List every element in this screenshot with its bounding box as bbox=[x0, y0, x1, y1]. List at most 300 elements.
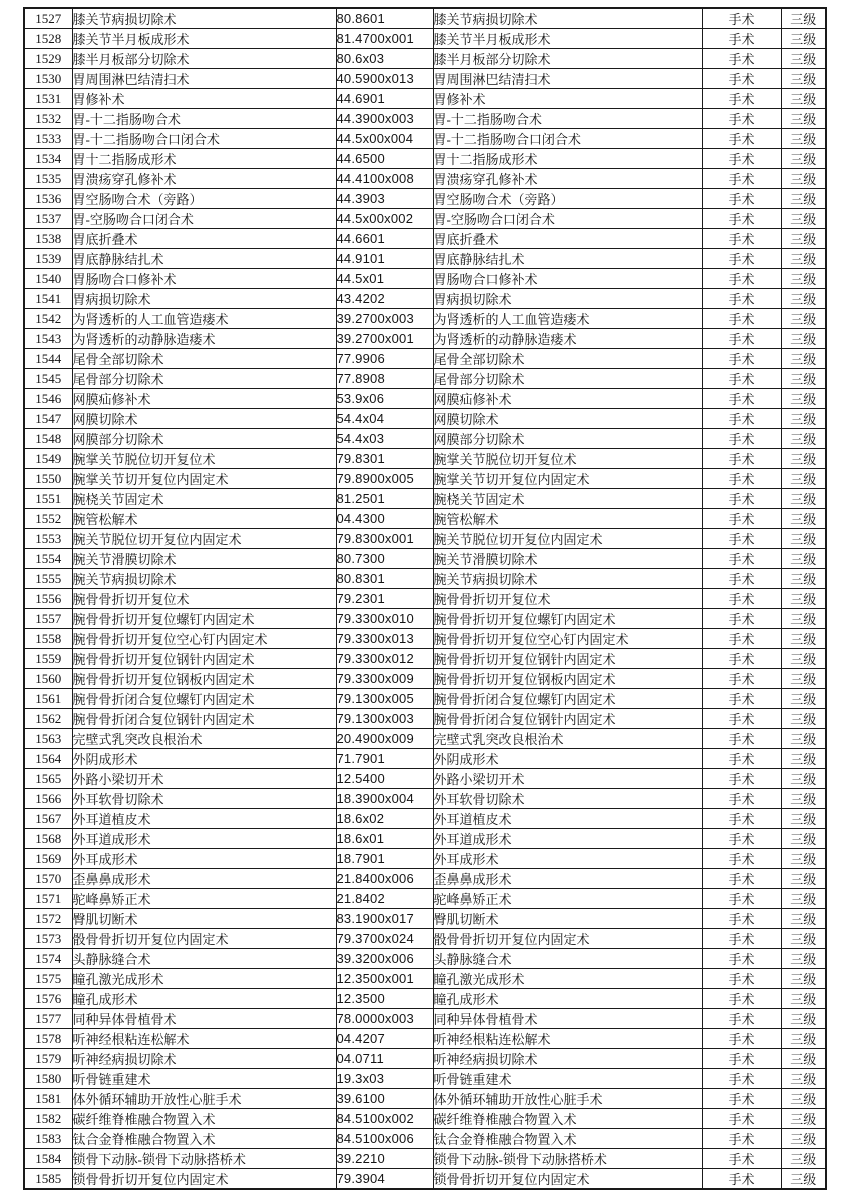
table-row bbox=[24, 1129, 826, 1149]
procedure-name-repeat: 胃溃疡穿孔修补术 bbox=[433, 169, 702, 189]
table-row bbox=[24, 1149, 826, 1169]
row-number: 1576 bbox=[24, 989, 72, 1009]
procedure-name: 网膜疝修补术 bbox=[72, 389, 336, 409]
level-cell: 三级 bbox=[781, 109, 826, 129]
procedure-code: 80.8301 bbox=[336, 569, 433, 589]
procedure-code: 04.4207 bbox=[336, 1029, 433, 1049]
table-row bbox=[24, 169, 826, 189]
table-row bbox=[24, 109, 826, 129]
row-number: 1538 bbox=[24, 229, 72, 249]
procedure-code: 18.7901 bbox=[336, 849, 433, 869]
procedure-name: 尾骨全部切除术 bbox=[72, 349, 336, 369]
level-cell: 三级 bbox=[781, 949, 826, 969]
category-cell: 手术 bbox=[702, 369, 781, 389]
table-row bbox=[24, 249, 826, 269]
category-cell: 手术 bbox=[702, 1029, 781, 1049]
procedure-name: 尾骨部分切除术 bbox=[72, 369, 336, 389]
procedure-name: 胃肠吻合口修补术 bbox=[72, 269, 336, 289]
row-number: 1551 bbox=[24, 489, 72, 509]
procedure-name-repeat: 完壁式乳突改良根治术 bbox=[433, 729, 702, 749]
procedure-code: 18.3900x004 bbox=[336, 789, 433, 809]
category-cell: 手术 bbox=[702, 729, 781, 749]
procedure-name-repeat: 腕关节脱位切开复位内固定术 bbox=[433, 529, 702, 549]
row-number: 1527 bbox=[24, 8, 72, 29]
procedure-name: 外耳道成形术 bbox=[72, 829, 336, 849]
row-number: 1537 bbox=[24, 209, 72, 229]
procedure-name: 钛合金脊椎融合物置入术 bbox=[72, 1129, 336, 1149]
category-cell: 手术 bbox=[702, 329, 781, 349]
table-row bbox=[24, 229, 826, 249]
procedure-code: 79.8300x001 bbox=[336, 529, 433, 549]
procedure-code: 44.5x00x004 bbox=[336, 129, 433, 149]
procedure-name: 瞳孔激光成形术 bbox=[72, 969, 336, 989]
procedure-code: 71.7901 bbox=[336, 749, 433, 769]
procedure-name: 胃-十二指肠吻合术 bbox=[72, 109, 336, 129]
procedure-name: 腕关节病损切除术 bbox=[72, 569, 336, 589]
category-cell: 手术 bbox=[702, 349, 781, 369]
procedure-name-repeat: 网膜部分切除术 bbox=[433, 429, 702, 449]
row-number: 1578 bbox=[24, 1029, 72, 1049]
procedure-code: 18.6x01 bbox=[336, 829, 433, 849]
level-cell: 三级 bbox=[781, 909, 826, 929]
table-row bbox=[24, 309, 826, 329]
procedure-name-repeat: 钛合金脊椎融合物置入术 bbox=[433, 1129, 702, 1149]
procedure-name: 腕骨骨折切开复位钢板内固定术 bbox=[72, 669, 336, 689]
category-cell: 手术 bbox=[702, 389, 781, 409]
category-cell: 手术 bbox=[702, 949, 781, 969]
procedure-name: 为肾透析的动静脉造瘘术 bbox=[72, 329, 336, 349]
level-cell: 三级 bbox=[781, 1069, 826, 1089]
procedure-code: 54.4x03 bbox=[336, 429, 433, 449]
procedure-code: 84.5100x006 bbox=[336, 1129, 433, 1149]
category-cell: 手术 bbox=[702, 209, 781, 229]
table-row bbox=[24, 889, 826, 909]
procedure-name: 胃-十二指肠吻合口闭合术 bbox=[72, 129, 336, 149]
procedure-name-repeat: 外耳软骨切除术 bbox=[433, 789, 702, 809]
procedure-name-repeat: 为肾透析的动静脉造瘘术 bbox=[433, 329, 702, 349]
row-number: 1550 bbox=[24, 469, 72, 489]
procedure-table bbox=[23, 7, 827, 1190]
procedure-name: 完壁式乳突改良根治术 bbox=[72, 729, 336, 749]
row-number: 1544 bbox=[24, 349, 72, 369]
row-number: 1545 bbox=[24, 369, 72, 389]
table-row bbox=[24, 629, 826, 649]
procedure-code: 79.2301 bbox=[336, 589, 433, 609]
table-row bbox=[24, 409, 826, 429]
table-row bbox=[24, 389, 826, 409]
level-cell: 三级 bbox=[781, 469, 826, 489]
table-row bbox=[24, 429, 826, 449]
procedure-name-repeat: 胃底折叠术 bbox=[433, 229, 702, 249]
procedure-code: 21.8402 bbox=[336, 889, 433, 909]
table-row bbox=[24, 89, 826, 109]
table-row bbox=[24, 749, 826, 769]
row-number: 1528 bbox=[24, 29, 72, 49]
level-cell: 三级 bbox=[781, 789, 826, 809]
procedure-name-repeat: 听神经根粘连松解术 bbox=[433, 1029, 702, 1049]
category-cell: 手术 bbox=[702, 589, 781, 609]
row-number: 1584 bbox=[24, 1149, 72, 1169]
category-cell: 手术 bbox=[702, 449, 781, 469]
category-cell: 手术 bbox=[702, 189, 781, 209]
category-cell: 手术 bbox=[702, 869, 781, 889]
table-row bbox=[24, 649, 826, 669]
level-cell: 三级 bbox=[781, 889, 826, 909]
category-cell: 手术 bbox=[702, 149, 781, 169]
level-cell: 三级 bbox=[781, 929, 826, 949]
procedure-name: 腕骨骨折切开复位术 bbox=[72, 589, 336, 609]
category-cell: 手术 bbox=[702, 649, 781, 669]
table-row bbox=[24, 989, 826, 1009]
level-cell: 三级 bbox=[781, 1029, 826, 1049]
level-cell: 三级 bbox=[781, 1049, 826, 1069]
level-cell: 三级 bbox=[781, 169, 826, 189]
procedure-code: 12.3500x001 bbox=[336, 969, 433, 989]
row-number: 1543 bbox=[24, 329, 72, 349]
category-cell: 手术 bbox=[702, 289, 781, 309]
procedure-name-repeat: 歪鼻鼻成形术 bbox=[433, 869, 702, 889]
procedure-code: 44.3903 bbox=[336, 189, 433, 209]
procedure-name: 腕骨骨折切开复位钢针内固定术 bbox=[72, 649, 336, 669]
procedure-name: 腕掌关节切开复位内固定术 bbox=[72, 469, 336, 489]
table-row bbox=[24, 8, 826, 29]
level-cell: 三级 bbox=[781, 1089, 826, 1109]
row-number: 1573 bbox=[24, 929, 72, 949]
level-cell: 三级 bbox=[781, 309, 826, 329]
table-row bbox=[24, 589, 826, 609]
row-number: 1572 bbox=[24, 909, 72, 929]
procedure-name-repeat: 腕骨骨折切开复位空心钉内固定术 bbox=[433, 629, 702, 649]
category-cell: 手术 bbox=[702, 1149, 781, 1169]
table-row bbox=[24, 789, 826, 809]
table-row bbox=[24, 1169, 826, 1190]
procedure-name: 胃修补术 bbox=[72, 89, 336, 109]
table-row bbox=[24, 489, 826, 509]
row-number: 1546 bbox=[24, 389, 72, 409]
procedure-code: 79.8900x005 bbox=[336, 469, 433, 489]
category-cell: 手术 bbox=[702, 749, 781, 769]
procedure-name-repeat: 同种异体骨植骨术 bbox=[433, 1009, 702, 1029]
procedure-code: 21.8400x006 bbox=[336, 869, 433, 889]
procedure-name-repeat: 锁骨骨折切开复位内固定术 bbox=[433, 1169, 702, 1190]
table-row bbox=[24, 529, 826, 549]
level-cell: 三级 bbox=[781, 349, 826, 369]
procedure-name-repeat: 胃-十二指肠吻合术 bbox=[433, 109, 702, 129]
procedure-code: 12.5400 bbox=[336, 769, 433, 789]
procedure-name: 胃底静脉结扎术 bbox=[72, 249, 336, 269]
procedure-name: 膝关节病损切除术 bbox=[72, 8, 336, 29]
row-number: 1558 bbox=[24, 629, 72, 649]
procedure-code: 78.0000x003 bbox=[336, 1009, 433, 1029]
procedure-code: 79.3300x012 bbox=[336, 649, 433, 669]
procedure-name-repeat: 瞳孔成形术 bbox=[433, 989, 702, 1009]
procedure-name-repeat: 外耳道成形术 bbox=[433, 829, 702, 849]
level-cell: 三级 bbox=[781, 509, 826, 529]
row-number: 1581 bbox=[24, 1089, 72, 1109]
category-cell: 手术 bbox=[702, 629, 781, 649]
procedure-code: 79.8301 bbox=[336, 449, 433, 469]
row-number: 1540 bbox=[24, 269, 72, 289]
procedure-name-repeat: 胃-空肠吻合口闭合术 bbox=[433, 209, 702, 229]
procedure-name: 听神经病损切除术 bbox=[72, 1049, 336, 1069]
category-cell: 手术 bbox=[702, 1049, 781, 1069]
table-body bbox=[24, 8, 826, 1189]
procedure-name-repeat: 外耳成形术 bbox=[433, 849, 702, 869]
table-row bbox=[24, 129, 826, 149]
category-cell: 手术 bbox=[702, 889, 781, 909]
table-row bbox=[24, 869, 826, 889]
category-cell: 手术 bbox=[702, 989, 781, 1009]
table-row bbox=[24, 809, 826, 829]
row-number: 1530 bbox=[24, 69, 72, 89]
procedure-code: 80.7300 bbox=[336, 549, 433, 569]
table-row bbox=[24, 909, 826, 929]
procedure-name: 网膜部分切除术 bbox=[72, 429, 336, 449]
procedure-name: 外耳成形术 bbox=[72, 849, 336, 869]
procedure-code: 79.3904 bbox=[336, 1169, 433, 1190]
row-number: 1547 bbox=[24, 409, 72, 429]
level-cell: 三级 bbox=[781, 809, 826, 829]
table-row bbox=[24, 1089, 826, 1109]
level-cell: 三级 bbox=[781, 149, 826, 169]
category-cell: 手术 bbox=[702, 769, 781, 789]
category-cell: 手术 bbox=[702, 709, 781, 729]
procedure-name: 胃-空肠吻合口闭合术 bbox=[72, 209, 336, 229]
row-number: 1574 bbox=[24, 949, 72, 969]
procedure-name-repeat: 腕掌关节脱位切开复位术 bbox=[433, 449, 702, 469]
procedure-name: 胃周围淋巴结清扫术 bbox=[72, 69, 336, 89]
procedure-name-repeat: 尾骨部分切除术 bbox=[433, 369, 702, 389]
row-number: 1556 bbox=[24, 589, 72, 609]
category-cell: 手术 bbox=[702, 29, 781, 49]
procedure-code: 81.4700x001 bbox=[336, 29, 433, 49]
category-cell: 手术 bbox=[702, 1169, 781, 1190]
row-number: 1553 bbox=[24, 529, 72, 549]
procedure-code: 79.3300x009 bbox=[336, 669, 433, 689]
row-number: 1582 bbox=[24, 1109, 72, 1129]
table-row bbox=[24, 269, 826, 289]
procedure-name-repeat: 体外循环辅助开放性心脏手术 bbox=[433, 1089, 702, 1109]
level-cell: 三级 bbox=[781, 769, 826, 789]
level-cell: 三级 bbox=[781, 589, 826, 609]
level-cell: 三级 bbox=[781, 29, 826, 49]
procedure-name-repeat: 瞳孔激光成形术 bbox=[433, 969, 702, 989]
level-cell: 三级 bbox=[781, 529, 826, 549]
category-cell: 手术 bbox=[702, 109, 781, 129]
procedure-name-repeat: 尾骨全部切除术 bbox=[433, 349, 702, 369]
procedure-name: 碳纤维脊椎融合物置入术 bbox=[72, 1109, 336, 1129]
procedure-name-repeat: 头静脉缝合术 bbox=[433, 949, 702, 969]
level-cell: 三级 bbox=[781, 669, 826, 689]
procedure-name-repeat: 腕管松解术 bbox=[433, 509, 702, 529]
procedure-name-repeat: 腕桡关节固定术 bbox=[433, 489, 702, 509]
level-cell: 三级 bbox=[781, 849, 826, 869]
procedure-code: 80.6x03 bbox=[336, 49, 433, 69]
procedure-name-repeat: 为肾透析的人工血管造瘘术 bbox=[433, 309, 702, 329]
row-number: 1567 bbox=[24, 809, 72, 829]
procedure-name-repeat: 胃周围淋巴结清扫术 bbox=[433, 69, 702, 89]
procedure-name-repeat: 锁骨下动脉-锁骨下动脉搭桥术 bbox=[433, 1149, 702, 1169]
procedure-name-repeat: 腕关节滑膜切除术 bbox=[433, 549, 702, 569]
procedure-name: 腕管松解术 bbox=[72, 509, 336, 529]
category-cell: 手术 bbox=[702, 309, 781, 329]
level-cell: 三级 bbox=[781, 1129, 826, 1149]
procedure-name: 外阴成形术 bbox=[72, 749, 336, 769]
category-cell: 手术 bbox=[702, 489, 781, 509]
procedure-code: 44.3900x003 bbox=[336, 109, 433, 129]
row-number: 1532 bbox=[24, 109, 72, 129]
row-number: 1555 bbox=[24, 569, 72, 589]
level-cell: 三级 bbox=[781, 429, 826, 449]
level-cell: 三级 bbox=[781, 629, 826, 649]
row-number: 1534 bbox=[24, 149, 72, 169]
procedure-code: 44.6901 bbox=[336, 89, 433, 109]
procedure-code: 44.9101 bbox=[336, 249, 433, 269]
level-cell: 三级 bbox=[781, 249, 826, 269]
procedure-name-repeat: 腕掌关节切开复位内固定术 bbox=[433, 469, 702, 489]
table-row bbox=[24, 369, 826, 389]
table-row bbox=[24, 1109, 826, 1129]
table-row bbox=[24, 1009, 826, 1029]
category-cell: 手术 bbox=[702, 609, 781, 629]
procedure-code: 44.6601 bbox=[336, 229, 433, 249]
procedure-code: 79.3300x013 bbox=[336, 629, 433, 649]
procedure-name-repeat: 胃肠吻合口修补术 bbox=[433, 269, 702, 289]
table-row bbox=[24, 469, 826, 489]
level-cell: 三级 bbox=[781, 1009, 826, 1029]
level-cell: 三级 bbox=[781, 869, 826, 889]
level-cell: 三级 bbox=[781, 449, 826, 469]
procedure-code: 44.5x01 bbox=[336, 269, 433, 289]
procedure-name: 膝半月板部分切除术 bbox=[72, 49, 336, 69]
procedure-code: 77.9906 bbox=[336, 349, 433, 369]
procedure-name: 体外循环辅助开放性心脏手术 bbox=[72, 1089, 336, 1109]
procedure-code: 39.3200x006 bbox=[336, 949, 433, 969]
procedure-code: 40.5900x013 bbox=[336, 69, 433, 89]
category-cell: 手术 bbox=[702, 929, 781, 949]
procedure-code: 53.9x06 bbox=[336, 389, 433, 409]
row-number: 1542 bbox=[24, 309, 72, 329]
procedure-name-repeat: 网膜疝修补术 bbox=[433, 389, 702, 409]
row-number: 1571 bbox=[24, 889, 72, 909]
procedure-name: 胃溃疡穿孔修补术 bbox=[72, 169, 336, 189]
row-number: 1529 bbox=[24, 49, 72, 69]
row-number: 1585 bbox=[24, 1169, 72, 1190]
category-cell: 手术 bbox=[702, 409, 781, 429]
table-row bbox=[24, 689, 826, 709]
table-row bbox=[24, 829, 826, 849]
row-number: 1531 bbox=[24, 89, 72, 109]
procedure-name-repeat: 外耳道植皮术 bbox=[433, 809, 702, 829]
procedure-name: 腕桡关节固定术 bbox=[72, 489, 336, 509]
procedure-code: 04.0711 bbox=[336, 1049, 433, 1069]
table-row bbox=[24, 69, 826, 89]
category-cell: 手术 bbox=[702, 689, 781, 709]
procedure-name: 锁骨骨折切开复位内固定术 bbox=[72, 1169, 336, 1190]
procedure-name: 臀肌切断术 bbox=[72, 909, 336, 929]
procedure-name: 胃病损切除术 bbox=[72, 289, 336, 309]
table-row bbox=[24, 609, 826, 629]
row-number: 1533 bbox=[24, 129, 72, 149]
level-cell: 三级 bbox=[781, 209, 826, 229]
row-number: 1583 bbox=[24, 1129, 72, 1149]
table-row bbox=[24, 509, 826, 529]
level-cell: 三级 bbox=[781, 49, 826, 69]
level-cell: 三级 bbox=[781, 8, 826, 29]
row-number: 1541 bbox=[24, 289, 72, 309]
category-cell: 手术 bbox=[702, 429, 781, 449]
procedure-code: 20.4900x009 bbox=[336, 729, 433, 749]
table-row bbox=[24, 349, 826, 369]
category-cell: 手术 bbox=[702, 669, 781, 689]
category-cell: 手术 bbox=[702, 549, 781, 569]
procedure-name-repeat: 臀肌切断术 bbox=[433, 909, 702, 929]
procedure-name: 胃底折叠术 bbox=[72, 229, 336, 249]
procedure-name-repeat: 听神经病损切除术 bbox=[433, 1049, 702, 1069]
category-cell: 手术 bbox=[702, 249, 781, 269]
category-cell: 手术 bbox=[702, 569, 781, 589]
procedure-name: 驼峰鼻矫正术 bbox=[72, 889, 336, 909]
table-row bbox=[24, 449, 826, 469]
procedure-name-repeat: 胃十二指肠成形术 bbox=[433, 149, 702, 169]
level-cell: 三级 bbox=[781, 189, 826, 209]
category-cell: 手术 bbox=[702, 69, 781, 89]
row-number: 1568 bbox=[24, 829, 72, 849]
category-cell: 手术 bbox=[702, 809, 781, 829]
level-cell: 三级 bbox=[781, 89, 826, 109]
level-cell: 三级 bbox=[781, 389, 826, 409]
table-row bbox=[24, 329, 826, 349]
row-number: 1554 bbox=[24, 549, 72, 569]
category-cell: 手术 bbox=[702, 89, 781, 109]
table-row bbox=[24, 209, 826, 229]
procedure-name-repeat: 膝关节半月板成形术 bbox=[433, 29, 702, 49]
category-cell: 手术 bbox=[702, 1089, 781, 1109]
procedure-name-repeat: 胃修补术 bbox=[433, 89, 702, 109]
table-row bbox=[24, 949, 826, 969]
table-row bbox=[24, 769, 826, 789]
procedure-code: 44.4100x008 bbox=[336, 169, 433, 189]
procedure-code: 39.2700x001 bbox=[336, 329, 433, 349]
procedure-code: 79.3700x024 bbox=[336, 929, 433, 949]
level-cell: 三级 bbox=[781, 649, 826, 669]
procedure-name-repeat: 外阴成形术 bbox=[433, 749, 702, 769]
procedure-name: 腕骨骨折闭合复位螺钉内固定术 bbox=[72, 689, 336, 709]
level-cell: 三级 bbox=[781, 1149, 826, 1169]
category-cell: 手术 bbox=[702, 469, 781, 489]
procedure-code: 79.3300x010 bbox=[336, 609, 433, 629]
procedure-name: 腕关节脱位切开复位内固定术 bbox=[72, 529, 336, 549]
row-number: 1539 bbox=[24, 249, 72, 269]
procedure-name-repeat: 腕骨骨折切开复位钢板内固定术 bbox=[433, 669, 702, 689]
procedure-code: 77.8908 bbox=[336, 369, 433, 389]
procedure-code: 04.4300 bbox=[336, 509, 433, 529]
procedure-name: 膝关节半月板成形术 bbox=[72, 29, 336, 49]
table-row bbox=[24, 1049, 826, 1069]
level-cell: 三级 bbox=[781, 269, 826, 289]
row-number: 1577 bbox=[24, 1009, 72, 1029]
level-cell: 三级 bbox=[781, 989, 826, 1009]
level-cell: 三级 bbox=[781, 329, 826, 349]
procedure-code: 80.8601 bbox=[336, 8, 433, 29]
procedure-name: 腕掌关节脱位切开复位术 bbox=[72, 449, 336, 469]
level-cell: 三级 bbox=[781, 969, 826, 989]
category-cell: 手术 bbox=[702, 849, 781, 869]
category-cell: 手术 bbox=[702, 1109, 781, 1129]
row-number: 1579 bbox=[24, 1049, 72, 1069]
row-number: 1548 bbox=[24, 429, 72, 449]
procedure-name-repeat: 网膜切除术 bbox=[433, 409, 702, 429]
